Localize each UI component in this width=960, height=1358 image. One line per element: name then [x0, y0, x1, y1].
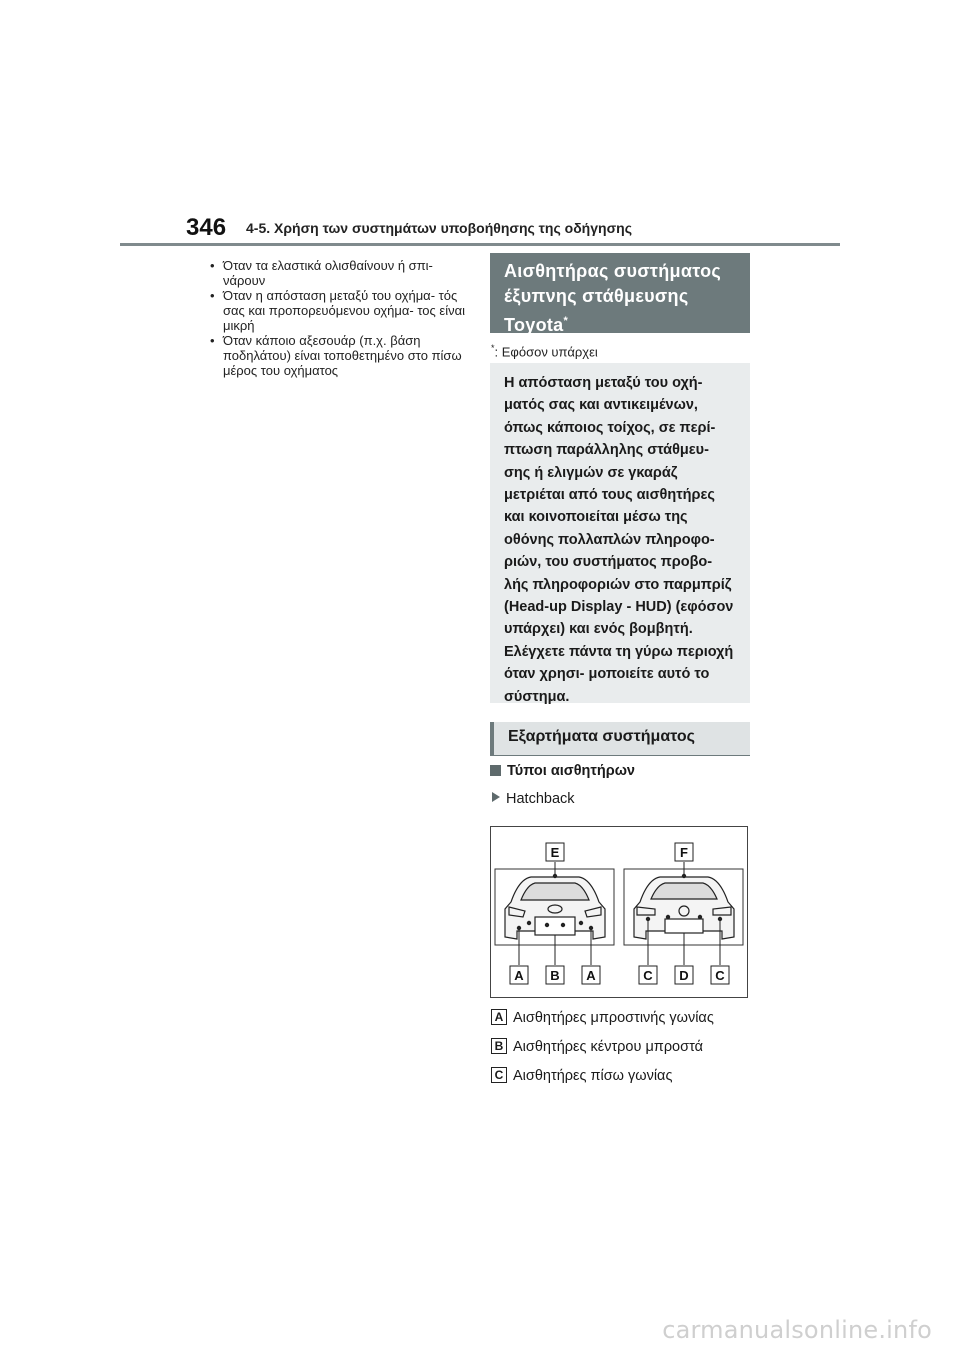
- svg-text:B: B: [550, 968, 560, 983]
- intro-box: Η απόσταση μεταξύ του οχή- ματός σας και αντικειμένων, όπως κάποιος τοίχος, σε περί- πτωση παράλληλης στάθμευ- σης ή ελιγμών σε γκαράζ μετριέται από τους αισθητήρες και κοινοποιείται μέσω της οθόνης πολλαπλών πληροφο- ριών, του συστήματος προβο- λής πληροφοριών στο παρμπρίζ (Head-up Display - HUD) (εφόσον υπάρχει) και ενός βομβητή. Ελέγχετε πάντα τη γύρω περιοχή όταν χρησι- μοποιείτε αυτό το σύστημα.: [490, 363, 750, 703]
- footnote-mark: *: [491, 343, 495, 353]
- legend-text: Αισθητήρες κέντρου μπροστά: [513, 1039, 703, 1055]
- watermark: carmanualsonline.info: [662, 1316, 932, 1344]
- label-box-f: [675, 843, 693, 861]
- label-box-c-left: [639, 966, 657, 984]
- legend-letter: A: [491, 1009, 507, 1025]
- page-number: 346: [186, 214, 227, 241]
- label-box-a-left: [510, 966, 528, 984]
- variant-label-text: Hatchback: [506, 791, 575, 807]
- label-box-e: [546, 843, 564, 861]
- svg-text:F: F: [680, 845, 688, 860]
- legend-item-b: [491, 1038, 703, 1056]
- legend-item-a: [491, 1009, 714, 1027]
- chapter-title: 4-5. Χρήση των συστημάτων υποβοήθησης της οδήγησης: [246, 220, 632, 236]
- sensor-types-heading-text: Τύποι αισθητήρων: [507, 763, 636, 779]
- rear-car-icon: [634, 877, 734, 939]
- section-title-line: έξυπνης στάθμευσης: [504, 286, 689, 306]
- legend-text: Αισθητήρες μπροστινής γωνίας: [513, 1010, 714, 1026]
- list-item: • Όταν τα ελαστικά ολισθαίνουν ή σπι- νάρουν: [210, 258, 472, 288]
- sensor-figure: [490, 826, 748, 998]
- svg-text:E: E: [550, 845, 560, 860]
- svg-text:C: C: [643, 968, 653, 983]
- label-box-a-right: [582, 966, 600, 984]
- svg-text:C: C: [715, 968, 725, 983]
- sensor-figure-drawing: [491, 827, 747, 997]
- variant-label: [492, 791, 575, 807]
- list-item: • Όταν η απόσταση μεταξύ του οχήμα- τός σας και προπορευόμενου οχήμα- τος είναι μικρή: [210, 288, 472, 333]
- footnote-mark: *: [563, 315, 569, 327]
- label-box-d: [675, 966, 693, 984]
- svg-text:A: A: [586, 968, 596, 983]
- legend-text: Αισθητήρες πίσω γωνίας: [513, 1068, 673, 1084]
- section-title-line: Αισθητήρας συστήματος: [504, 261, 722, 281]
- list-item: • Όταν κάποιο αξεσουάρ (π.χ. βάση ποδηλάτου) είναι τοποθετημένο στο πίσω μέρος του οχήματος: [210, 333, 472, 378]
- section-title-line: [504, 309, 736, 338]
- sensor-types-heading: [490, 763, 635, 779]
- square-bullet-icon: [490, 765, 501, 776]
- legend-letter: C: [491, 1067, 507, 1083]
- bullet-list: [210, 258, 472, 378]
- footnote-text: : Εφόσον υπάρχει: [494, 344, 598, 360]
- section-title-text: Toyota: [504, 315, 564, 335]
- components-section-title: Εξαρτήματα συστήματος: [490, 722, 750, 755]
- svg-text:A: A: [514, 968, 524, 983]
- legend-item-c: [491, 1067, 672, 1085]
- label-box-b: [546, 966, 564, 984]
- legend-letter: B: [491, 1038, 507, 1054]
- triangle-bullet-icon: [492, 792, 500, 802]
- label-box-c-right: [711, 966, 729, 984]
- section-title: [490, 253, 750, 333]
- components-section-rule: [490, 755, 750, 756]
- header-rule: [120, 243, 840, 246]
- footnote: [491, 343, 598, 359]
- svg-text:D: D: [679, 968, 689, 983]
